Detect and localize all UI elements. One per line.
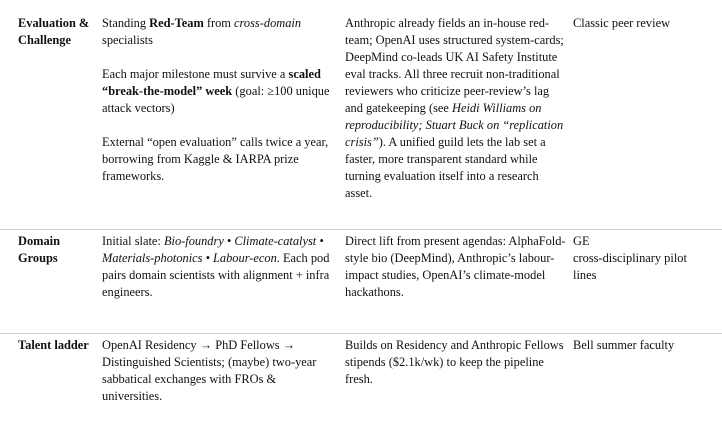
plan-cell (102, 15, 338, 185)
table-row-evaluation (0, 15, 722, 230)
plan-paragraph: Standing Red-Team from cross-domain specialists (102, 16, 302, 47)
table-row-talent-ladder (0, 334, 722, 422)
row-label: Evaluation & Challenge (18, 16, 90, 47)
table-row-domain-groups (0, 230, 722, 334)
analog-cell: Classic peer review (573, 16, 671, 30)
plan-cell: Initial slate: Bio-foundry • Climate-catalyst • Materials-photonics • Labour-econ. Each pod pairs domain scientists with alignment + infra engineers. (102, 234, 330, 299)
row-label: Domain Groups (18, 234, 60, 265)
row-label: Talent ladder (18, 338, 89, 352)
evidence-cell: Builds on Residency and Anthropic Fellows stipends ($2.1k/wk) to keep the pipeline fresh. (345, 338, 564, 386)
plan-paragraph: External “open evaluation” calls twice a year, borrowing from Kaggle & IARPA prize frameworks. (102, 135, 329, 183)
evidence-cell: Anthropic already fields an in-house red-team; OpenAI uses structured system-cards; DeepMind co-leads UK AI Safety Institute eval tracks. All three recruit non-traditional reviewers who criticize peer-review’s lag and gatekeeping (see Heidi Williams on reproducibility; Stuart Buck on “replication crisis”). A unified guild lets the lab set a faster, more transparent standard while turning evaluation itself into a research asset. (345, 16, 564, 200)
analog-cell: Bell summer faculty (573, 338, 675, 352)
analog-cell: GE cross-disciplinary pilot lines (573, 234, 687, 282)
plan-cell: OpenAI Residency → PhD Fellows → Distinguished Scientists; (maybe) two-year sabbatical exchanges with FROs & universities. (102, 338, 317, 403)
evidence-cell: Direct lift from present agendas: AlphaFold-style bio (DeepMind), Anthropic’s labour-impact studies, OpenAI’s climate-model hackathons. (345, 234, 566, 299)
plan-paragraph: Each major milestone must survive a scaled “break-the-model” week (goal: ≥100 unique attack vectors) (102, 67, 330, 115)
